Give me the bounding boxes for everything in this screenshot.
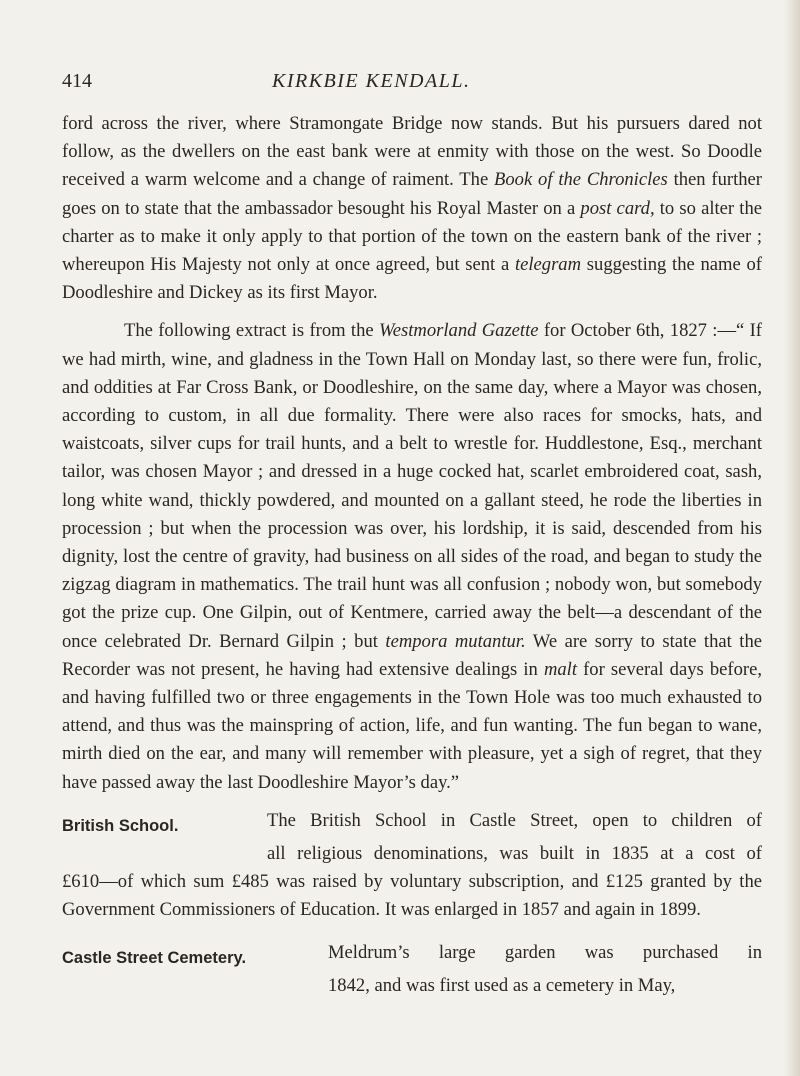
section-heading-british-school: British School. <box>62 816 179 835</box>
page-edge-shadow <box>784 0 800 1076</box>
section-castle-street-cemetery <box>62 939 762 1000</box>
section-first-line: The British School in Castle Street, open to children of <box>267 809 762 831</box>
paragraph-gazette-extract: The following extract is from the Westmorland Gazette for October 6th, 1827 :—“ If we had mirth, wine, and gladness in the Town Hall on Monday last, so there were fun, frolic, and oddities at Far Cross Bank, or Doodleshire, on the same day, where a Mayor was chosen, according to custom, in all due formality. There were also races for smocks, hats, and waistcoats, silver cups for trail hunts, and a belt to wrestle for. Huddlestone, Esq., merchant tailor, was chosen Mayor ; and dressed in a huge cocked hat, scarlet embroidered coat, sash, long white wand, thickly powdered, and mounted on a gallant steed, he rode the liberties in procession ; but when the procession was over, his lordship, it is said, descended from his dignity, lost the centre of gravity, had business on all sides of the road, and began to study the zigzag diagram in mathematics. The trail hunt was all confusion ; nobody won, but somebody got the prize cup. One Gilpin, out of Kentmere, carried away the belt—a descendant of the once celebrated Dr. Bernard Gilpin ; but tempora mutantur. We are sorry to state that the Recorder was not present, he having had extensive dealings in malt for several days before, and having fulfilled two or three engagements in the Town Hole was too much exhausted to attend, and thus was the mainspring of action, life, and fun wanting. The fun began to wane, mirth died on the ear, and many will remember with pleasure, yet a sigh of regret, that they have passed away the last Doodleshire Mayor’s day.” <box>62 320 763 793</box>
section-heading-cemetery: Castle Street Cemetery. <box>62 948 247 967</box>
paragraph-doodle-story: ford across the river, where Stramongate Bridge now stands. But his pursuers dared not follow, as the dwellers on the east bank were at enmity with those on the west. So Doodle received a warm welcome and a change of raiment. The Book of the Chronicles then further goes on to state that the ambassador besought his Royal Master on a post card, to so alter the charter as to make it only apply to that portion of the town on the eastern bank of the river ; whereupon His Majesty not only at once agreed, but sent a telegram suggesting the name of Doodleshire and Dickey as its first Mayor. <box>62 113 763 304</box>
paragraph-british-school: £610—of which sum £485 was raised by voluntary subscription, and £125 granted by the Government Commissioners of Education. It was enlarged in 1857 and again in 1899. <box>62 871 762 921</box>
page-number: 414 <box>62 70 92 92</box>
page-header <box>62 70 762 100</box>
page-body <box>62 110 762 1000</box>
section-british-school <box>62 807 762 925</box>
cemetery-first-line: Meldrum’s large garden was purchased in <box>328 941 762 963</box>
cemetery-second-line: 1842, and was first used as a cemetery in May, <box>328 974 676 996</box>
running-title: KIRKBIE KENDALL. <box>272 70 471 92</box>
section-second-line: all religious denominations, was built in 1835 at a cost of <box>267 843 762 865</box>
